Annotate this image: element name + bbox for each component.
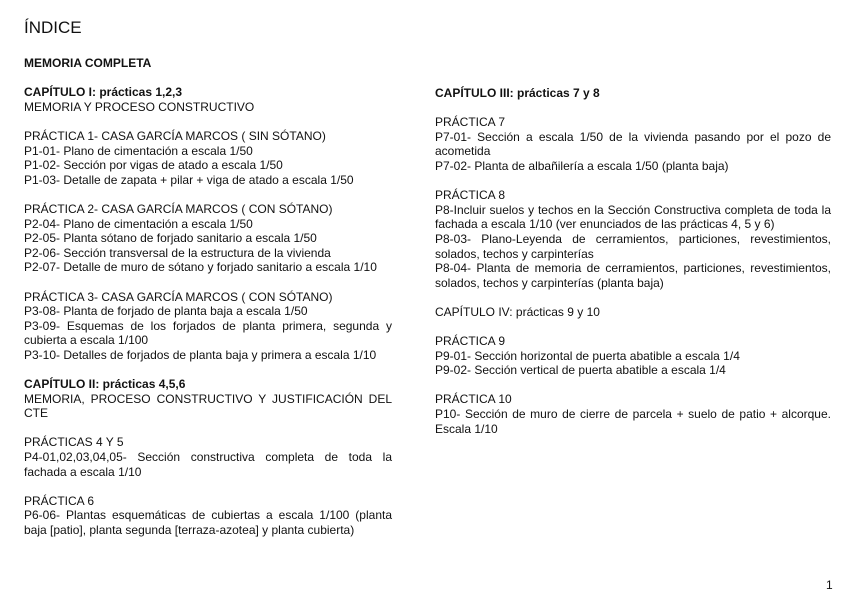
practica-8-block (435, 188, 831, 290)
practica-1-block (24, 129, 392, 187)
index-entry: P1-02- Sección por vigas de atado a escala 1/50 (24, 158, 283, 173)
memoria-heading: MEMORIA COMPLETA (24, 56, 152, 70)
memoria-block (24, 56, 392, 71)
practica-8-heading: PRÁCTICA 8 (435, 188, 506, 203)
practica-6-heading: PRÁCTICA 6 (24, 493, 95, 508)
index-entry: P8-03- Plano-Leyenda de cerramientos, particiones, revestimientos, solados, techos y carpinterías (435, 231, 831, 261)
index-entry: P3-09- Esquemas de los forjados de planta primera, segunda y cubierta a escala 1/100 (24, 318, 392, 348)
chapter-2-heading: CAPÍTULO II: prácticas 4,5,6 (24, 377, 186, 392)
practica-3-block (24, 290, 392, 363)
index-entry: P2-07- Detalle de muro de sótano y forjado sanitario a escala 1/10 (24, 260, 377, 275)
index-right-column (435, 86, 831, 451)
index-entry: P6-06- Plantas esquemáticas de cubiertas a escala 1/100 (planta baja [patio], planta segunda [terraza-azotea] y planta cubierta) (24, 508, 392, 537)
practica-7-heading: PRÁCTICA 7 (435, 115, 506, 130)
index-entry: P1-03- Detalle de zapata + pilar + viga de atado a escala 1/50 (24, 172, 354, 187)
chapter-1-block (24, 85, 392, 114)
practica-4-5-heading: PRÁCTICAS 4 Y 5 (24, 435, 124, 450)
practica-4-5-block (24, 435, 392, 479)
practica-10-heading: PRÁCTICA 10 (435, 392, 512, 407)
index-entry: P2-05- Planta sótano de forjado sanitario a escala 1/50 (24, 231, 317, 246)
index-entry: P10- Sección de muro de cierre de parcela + suelo de patio + alcorque. Escala 1/10 (435, 407, 831, 436)
practica-3-heading: PRÁCTICA 3- CASA GARCÍA MARCOS ( CON SÓTANO) (24, 289, 333, 304)
practica-9-heading: PRÁCTICA 9 (435, 334, 506, 349)
chapter-3-block (435, 86, 831, 101)
index-entry: P2-04- Plano de cimentación a escala 1/50 (24, 216, 253, 231)
index-entry: P9-01- Sección horizontal de puerta abatible a escala 1/4 (435, 348, 740, 363)
index-left-column (24, 56, 392, 552)
chapter-1-subtitle: MEMORIA Y PROCESO CONSTRUCTIVO (24, 99, 255, 114)
index-entry: P7-01- Sección a escala 1/50 de la vivienda pasando por el pozo de acometida (435, 129, 831, 159)
chapter-1-heading: CAPÍTULO I: prácticas 1,2,3 (24, 85, 183, 100)
index-entry: P8-04- Planta de memoria de cerramientos, particiones, revestimientos, solados, techos y carpinterías (planta baja) (435, 261, 831, 290)
practica-2-block (24, 202, 392, 275)
index-entry: P4-01,02,03,04,05- Sección constructiva completa de toda la fachada a escala 1/10 (24, 450, 392, 479)
index-entry: P7-02- Planta de albañilería a escala 1/50 (planta baja) (435, 158, 729, 173)
index-entry: P2-06- Sección transversal de la estructura de la vivienda (24, 245, 331, 260)
chapter-4-heading: CAPÍTULO IV: prácticas 9 y 10 (435, 304, 600, 319)
index-entry: P8-Incluir suelos y techos en la Sección Constructiva completa de toda la fachada a escala 1/10 (ver enunciados de las prácticas 4, 5 y 6) (435, 202, 831, 232)
chapter-2-block (24, 377, 392, 421)
practica-1-heading: PRÁCTICA 1- CASA GARCÍA MARCOS ( SIN SÓTANO) (24, 128, 326, 143)
practica-7-block (435, 115, 831, 173)
chapter-3-heading: CAPÍTULO III: prácticas 7 y 8 (435, 86, 600, 100)
index-entry: P3-10- Detalles de forjados de planta baja y primera a escala 1/10 (24, 347, 377, 362)
practica-6-block (24, 494, 392, 538)
page-number: 1 (826, 578, 833, 592)
page-title: ÍNDICE (24, 18, 82, 37)
practica-10-block (435, 392, 831, 436)
chapter-4-block (435, 305, 831, 320)
practica-9-block (435, 334, 831, 378)
chapter-2-subtitle: MEMORIA, PROCESO CONSTRUCTIVO Y JUSTIFICACIÓN DEL CTE (24, 391, 392, 421)
index-entry: P9-02- Sección vertical de puerta abatible a escala 1/4 (435, 363, 726, 378)
practica-2-heading: PRÁCTICA 2- CASA GARCÍA MARCOS ( CON SÓTANO) (24, 201, 333, 216)
index-entry: P1-01- Plano de cimentación a escala 1/50 (24, 143, 253, 158)
index-entry: P3-08- Planta de forjado de planta baja a escala 1/50 (24, 304, 308, 319)
